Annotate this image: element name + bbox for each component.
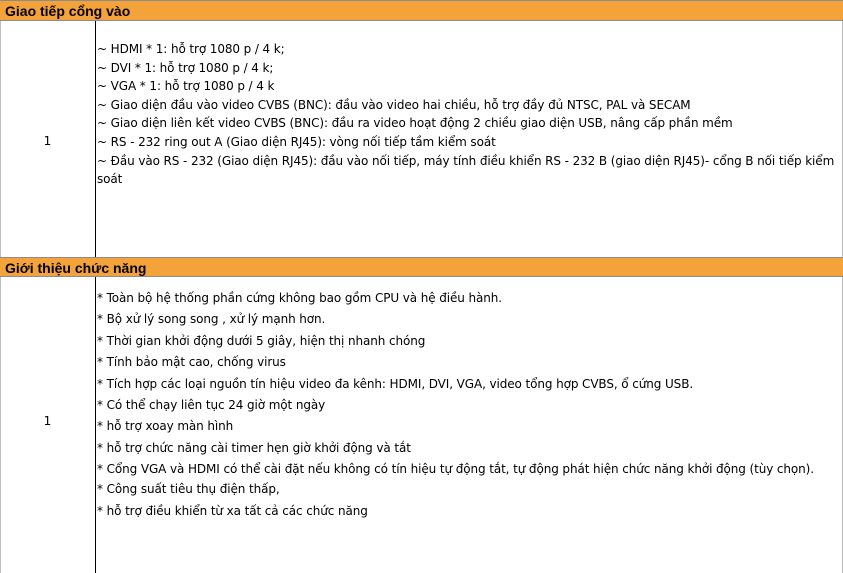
spec-line: ~ HDMI * 1: hỗ trợ 1080 p / 4 k; bbox=[97, 42, 285, 56]
section-title: Giao tiếp cổng vào bbox=[5, 3, 131, 19]
feature-line: * Tích hợp các loại nguồn tín hiệu video đa kênh: HDMI, DVI, VGA, video tổng hợp CVBS, ổ cứng USB. bbox=[97, 376, 694, 391]
feature-line: * Cổng VGA và HDMI có thể cài đặt nếu không có tín hiệu tự động tắt, tự động phát hiện chức năng khởi động (tùy chọn). bbox=[97, 462, 814, 477]
feature-line: * Tính bảo mật cao, chống virus bbox=[97, 355, 286, 370]
feature-line: * Thời gian khởi động dưới 5 giây, hiện thị nhanh chóng bbox=[97, 333, 426, 348]
feature-line: * Có thể chạy liên tục 24 giờ một ngày bbox=[97, 398, 326, 413]
section-header-input-ports bbox=[0, 0, 843, 21]
feature-list bbox=[97, 288, 837, 522]
feature-line: * hỗ trợ xoay màn hình bbox=[97, 419, 234, 434]
spec-line: ~ VGA * 1: hỗ trợ 1080 p / 4 k bbox=[97, 79, 275, 94]
column-divider bbox=[95, 21, 96, 257]
spec-line: ~ DVI * 1: hỗ trợ 1080 p / 4 k; bbox=[97, 60, 274, 75]
section-row-features bbox=[0, 277, 843, 573]
section-row-input-ports bbox=[0, 21, 843, 257]
spec-line: ~ Giao diện liên kết video CVBS (BNC): đầu ra video hoạt động 2 chiều giao diện USB, nâng cấp phần mềm bbox=[97, 116, 733, 131]
spec-line: ~ Đầu vào RS - 232 (Giao diện RJ45): đầu vào nối tiếp, máy tính điều khiển RS - 232 B (giao diện RJ45)- cổng B nối tiếp kiểm soát bbox=[97, 153, 835, 187]
feature-line: * Bộ xử lý song song , xử lý mạnh hơn. bbox=[97, 312, 326, 327]
spec-list bbox=[97, 40, 837, 189]
spec-line: ~ Giao diện đầu vào video CVBS (BNC): đầu vào video hai chiều, hỗ trợ đầy đủ NTSC, PAL và SECAM bbox=[97, 97, 691, 112]
feature-line: * hỗ trợ chức năng cài timer hẹn giờ khởi động và tắt bbox=[97, 440, 411, 455]
feature-line: * hỗ trợ điều khiển từ xa tất cả các chức năng bbox=[97, 503, 368, 518]
feature-line: * Công suất tiêu thụ điện thấp, bbox=[97, 482, 280, 497]
feature-line: * Toàn bộ hệ thống phần cứng không bao gồm CPU và hệ điều hành. bbox=[97, 291, 502, 305]
section-header-features bbox=[0, 257, 843, 277]
spec-line: ~ RS - 232 ring out A (Giao diện RJ45): vòng nối tiếp tầm kiểm soát bbox=[97, 134, 496, 149]
row-index: 1 bbox=[43, 134, 52, 148]
column-divider bbox=[95, 277, 96, 573]
section-title: Giới thiệu chức năng bbox=[5, 260, 147, 276]
row-index: 1 bbox=[43, 414, 52, 428]
